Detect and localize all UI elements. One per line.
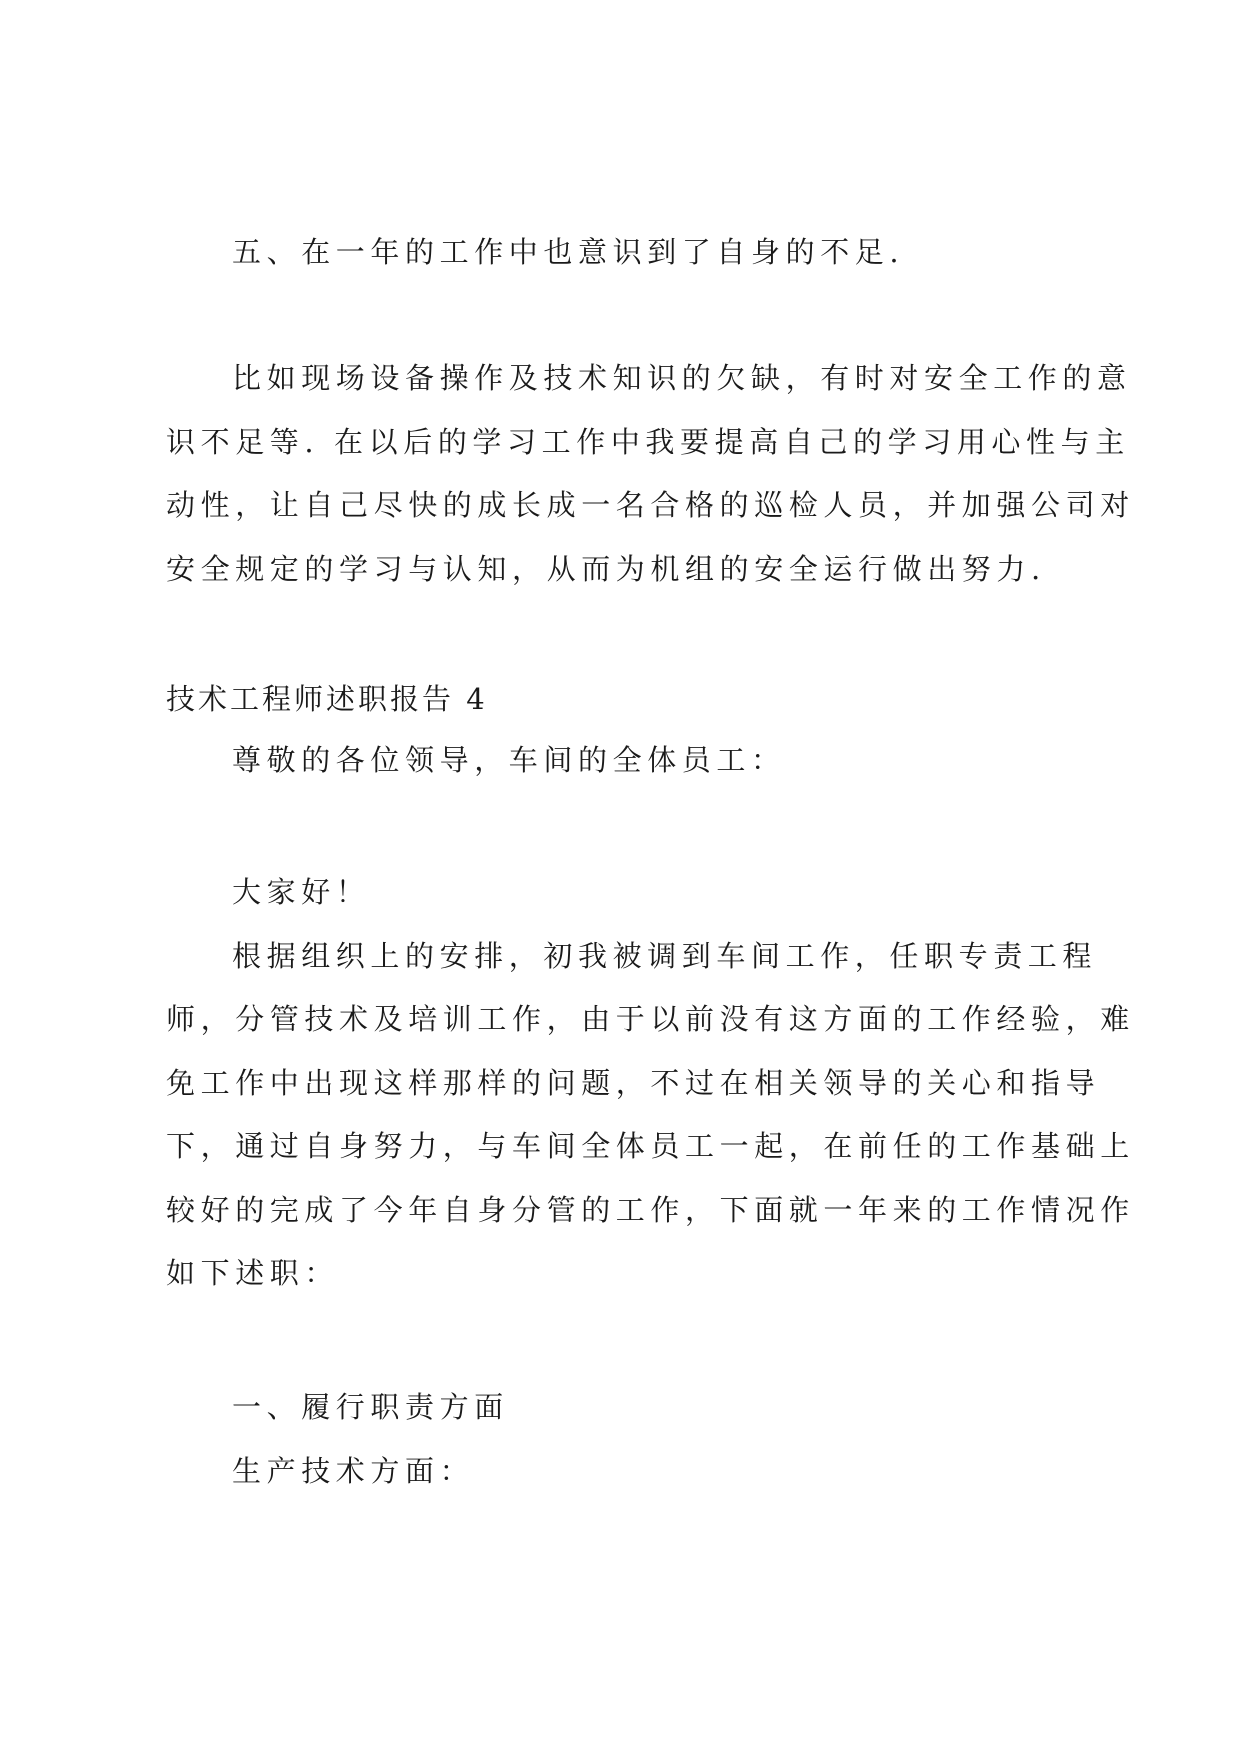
salutation: 尊敬的各位领导，车间的全体员工： bbox=[232, 743, 786, 777]
section-5-heading: 五、在一年的工作中也意识到了自身的不足. bbox=[232, 235, 905, 269]
paragraph-line: 免工作中出现这样那样的问题，不过在相关领导的关心和指导 bbox=[166, 1066, 1101, 1100]
paragraph-line: 安全规定的学习与认知，从而为机组的安全运行做出努力. bbox=[166, 552, 1046, 586]
paragraph-line: 下，通过自身努力，与车间全体员工一起，在前任的工作基础上 bbox=[166, 1129, 1135, 1163]
report-title: 技术工程师述职报告 4 bbox=[166, 682, 488, 716]
subsection-heading: 生产技术方面： bbox=[232, 1454, 475, 1488]
paragraph-line: 如下述职： bbox=[166, 1256, 340, 1290]
paragraph-line: 师，分管技术及培训工作，由于以前没有这方面的工作经验，难 bbox=[166, 1002, 1135, 1036]
paragraph-line: 动性，让自己尽快的成长成一名合格的巡检人员，并加强公司对 bbox=[166, 488, 1135, 522]
paragraph-line: 比如现场设备操作及技术知识的欠缺，有时对安全工作的意 bbox=[232, 361, 1132, 395]
section-1-heading: 一、履行职责方面 bbox=[232, 1390, 509, 1424]
paragraph-line: 较好的完成了今年自身分管的工作，下面就一年来的工作情况作 bbox=[166, 1193, 1135, 1227]
paragraph-line: 根据组织上的安排，初我被调到车间工作，任职专责工程 bbox=[232, 939, 1098, 973]
paragraph-line: 识不足等. 在以后的学习工作中我要提高自己的学习用心性与主 bbox=[166, 425, 1130, 459]
greeting: 大家好！ bbox=[232, 875, 371, 909]
